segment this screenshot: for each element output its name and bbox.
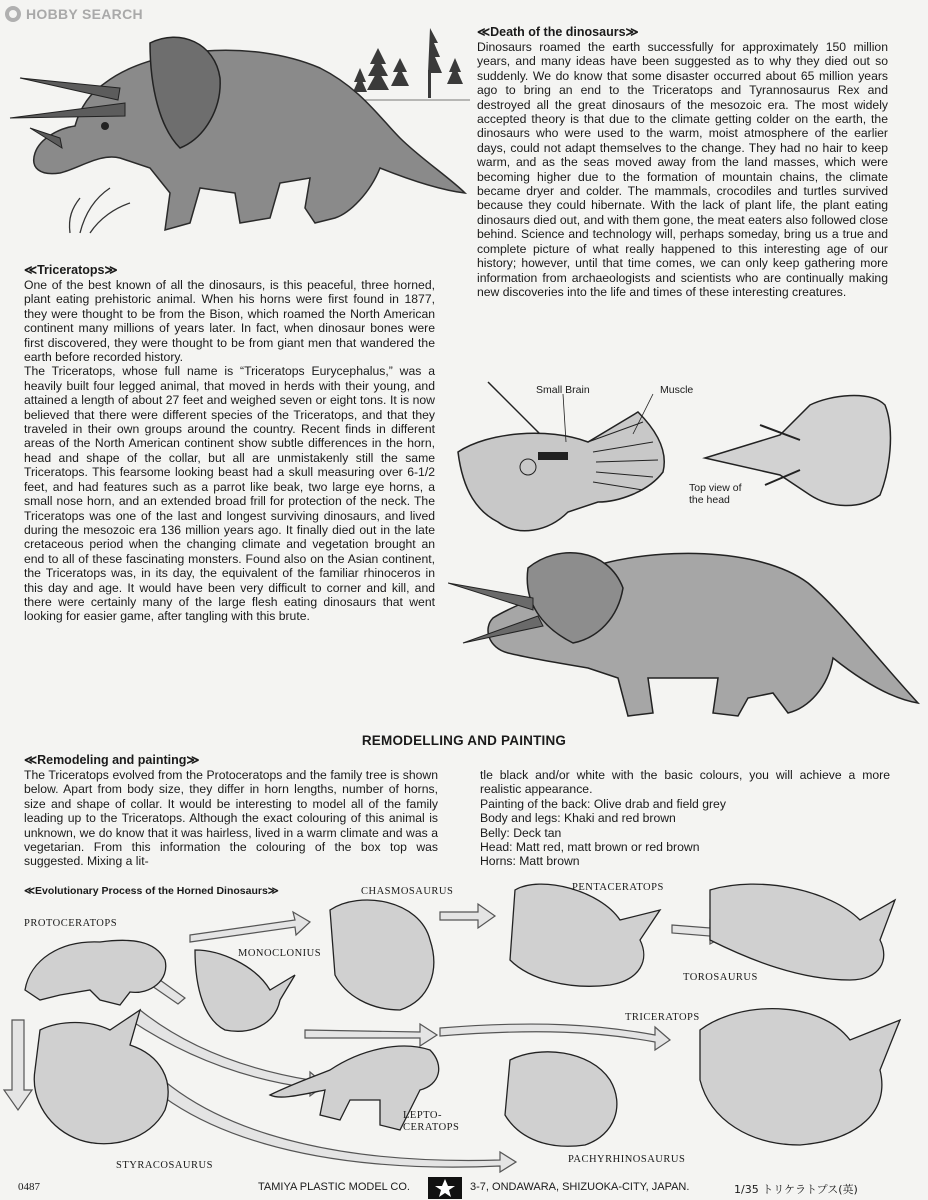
footer-company: TAMIYA PLASTIC MODEL CO. [258, 1181, 410, 1193]
death-body: Dinosaurs roamed the earth successfully for approximately 150 million years, and many ideas have been suggested as to why they died out so suddenly. We do know that some disaster occurred about 65 million years ago to bring an end to the Triceratops and Tyrannosaurus Rex and destroyed all the great dinosaurs of the mesozoic era. The most widely accepted theory is that due to the climate getting colder on the earth, the dinosaurs who were used to the warm, moist atmosphere of the earlier days, could not adapt themselves to the change. They had no hair to keep warm, and as the seas moved away from the land masses, which were becoming higher due to the formation of mountain chains, the climate became dryer and colder. The mammals, crocodiles and turtles survived because they could hibernate. With the lack of plant life, the plant eating dinosaurs died out, and with them gone, the meat eaters also followed close behind. Science and technology will, perhaps someday, bring us a true and complete picture of what really happened to this interesting age of our history; however, until that time comes, we can only keep gathering more information from archaeologists and scientists who are continually making new discoveries into the life and times of these interesting creatures. [477, 40, 888, 299]
footer [0, 1176, 928, 1200]
label-torosaurus: TOROSAURUS [683, 972, 758, 983]
triceratops-small-figure [700, 1009, 900, 1145]
label-triceratops: TRICERATOPS [625, 1012, 700, 1023]
triceratops-heading: ≪Triceratops≫ [24, 263, 118, 277]
label-monoclonius: MONOCLONIUS [238, 948, 322, 959]
remodeling-left-body: The Triceratops evolved from the Protoceratops and the family tree is shown below. Apart from body size, they differ in horn lengths, number of horns, size and shape of collar. It would be interesting to model all of the family leading up to the Triceratops. Although the exact colouring of this animal is unknown, we do know that it was hairless, lived in a warm climate and was a vegetarian. From this information the colouring of the box top was suggested. Mixing a lit- [24, 768, 438, 869]
remodeling-right-line: tle black and/or white with the basic colours, you will achieve a more realistic appearance. [480, 768, 890, 797]
triceratops-para-1: One of the best known of all the dinosaurs, is this peaceful, three horned, plant eating prehistoric animal. When his horns were first found in 1877, they were thought to be from the Bison, which roamed the North American continent many millions of years later. In fact, when dinosaur bones were first discovered, they were thought to be from giant men that wandered the earth before recorded history. [24, 278, 435, 365]
death-heading: ≪Death of the dinosaurs≫ [477, 25, 639, 39]
arrow-proto-chasmo [190, 912, 310, 942]
watermark-text: HOBBY SEARCH [26, 6, 143, 22]
arrow-chasmo-penta [440, 904, 495, 928]
label-leptoceratops: LEPTO- CERATOPS [403, 1110, 460, 1133]
triceratops-main-illustration [0, 8, 470, 238]
remodeling-right-line: Head: Matt red, matt brown or red brown [480, 840, 700, 855]
footer-code: 0487 [18, 1181, 40, 1193]
pachyrhinosaurus-figure [505, 1052, 617, 1146]
chasmosaurus-figure [330, 900, 434, 1010]
torosaurus-figure [710, 884, 895, 980]
protoceratops-figure [25, 940, 166, 1005]
remodeling-heading: ≪Remodeling and painting≫ [24, 753, 200, 767]
footer-address: 3-7, ONDAWARA, SHIZUOKA-CITY, JAPAN. [470, 1181, 690, 1193]
death-section [477, 25, 888, 299]
remodeling-right-line: Painting of the back: Olive drab and field grey [480, 796, 726, 811]
remodeling-right-line: Horns: Matt brown [480, 854, 580, 869]
label-muscle: Muscle [660, 384, 694, 396]
arrow-mono-tri [305, 1024, 437, 1046]
trees-illustration [353, 28, 463, 98]
remodeling-right-column [480, 768, 890, 869]
label-styracosaurus: STYRACOSAURUS [116, 1160, 213, 1171]
footer-product: 1/35 トリケラトプス(英) [734, 1183, 858, 1196]
evolution-heading-text: ≪Evolutionary Process of the Horned Dinosaurs≫ [24, 885, 279, 897]
label-top-view: Top view of the head [689, 482, 742, 506]
remodeling-right-line: Body and legs: Khaki and red brown [480, 811, 676, 826]
remodeling-right-line: Belly: Deck tan [480, 825, 562, 840]
arrow-to-triceratops [440, 1024, 670, 1050]
pentaceratops-figure [510, 884, 660, 986]
remodeling-left-column [24, 753, 438, 869]
label-protoceratops: PROTOCERATOPS [24, 918, 118, 929]
arrow-to-pachy [110, 1030, 516, 1172]
label-pentaceratops: PENTACERATOPS [572, 882, 664, 893]
arrow-proto-styraco [4, 1020, 32, 1110]
label-small-brain: Small Brain [536, 384, 590, 396]
triceratops-walking-illustration [448, 528, 926, 720]
triceratops-section [24, 263, 435, 624]
label-chasmosaurus: CHASMOSAURUS [361, 886, 454, 897]
label-pachyrhinosaurus: PACHYRHINOSAURUS [568, 1154, 686, 1165]
fern-illustration [69, 188, 130, 233]
evolution-diagram [0, 880, 928, 1176]
triceratops-para-2: The Triceratops, whose full name is “Triceratops Eurycephalus,” was a heavily built four legged animal, that moved in herds with their young, and attained a length of about 27 feet and weighed seven or eight tons. It is now believed that there were different species of the Triceratops, and that they traveled in their own groups around the country. Recent finds in different areas of the North American continent show subtle differences in the horn, head and shape of the collar, but all are unmistakenly still the same Triceratops. This fearsome looking beast had a skull measuring over 6-1/2 feet, and had features such as a parrot like beak, two large eye horns, a small nose horn, and an extended broad frill for protection of the neck. The Triceratops was one of the last and longest surviving dinosaurs, and lived during the mesozoic era 136 million years ago. It finally died out in the late cretaceous period when the changing climate and vegetation brought an end to all of these fascinating monsters. Found also on the Asian continent, the Triceratops was, in its day, the equivalent of the familiar rhinoceros in this day and age. It would have been very difficult to corner and kill, and there were certainly many of the large flesh eating dinosaurs that went looking for easier game, after tangling with this brute. [24, 364, 435, 624]
remodelling-title: REMODELLING AND PAINTING [361, 733, 567, 748]
monoclonius-figure [195, 950, 295, 1031]
tamiya-star-logo-icon [428, 1177, 462, 1199]
skull-side-diagram [448, 372, 698, 540]
